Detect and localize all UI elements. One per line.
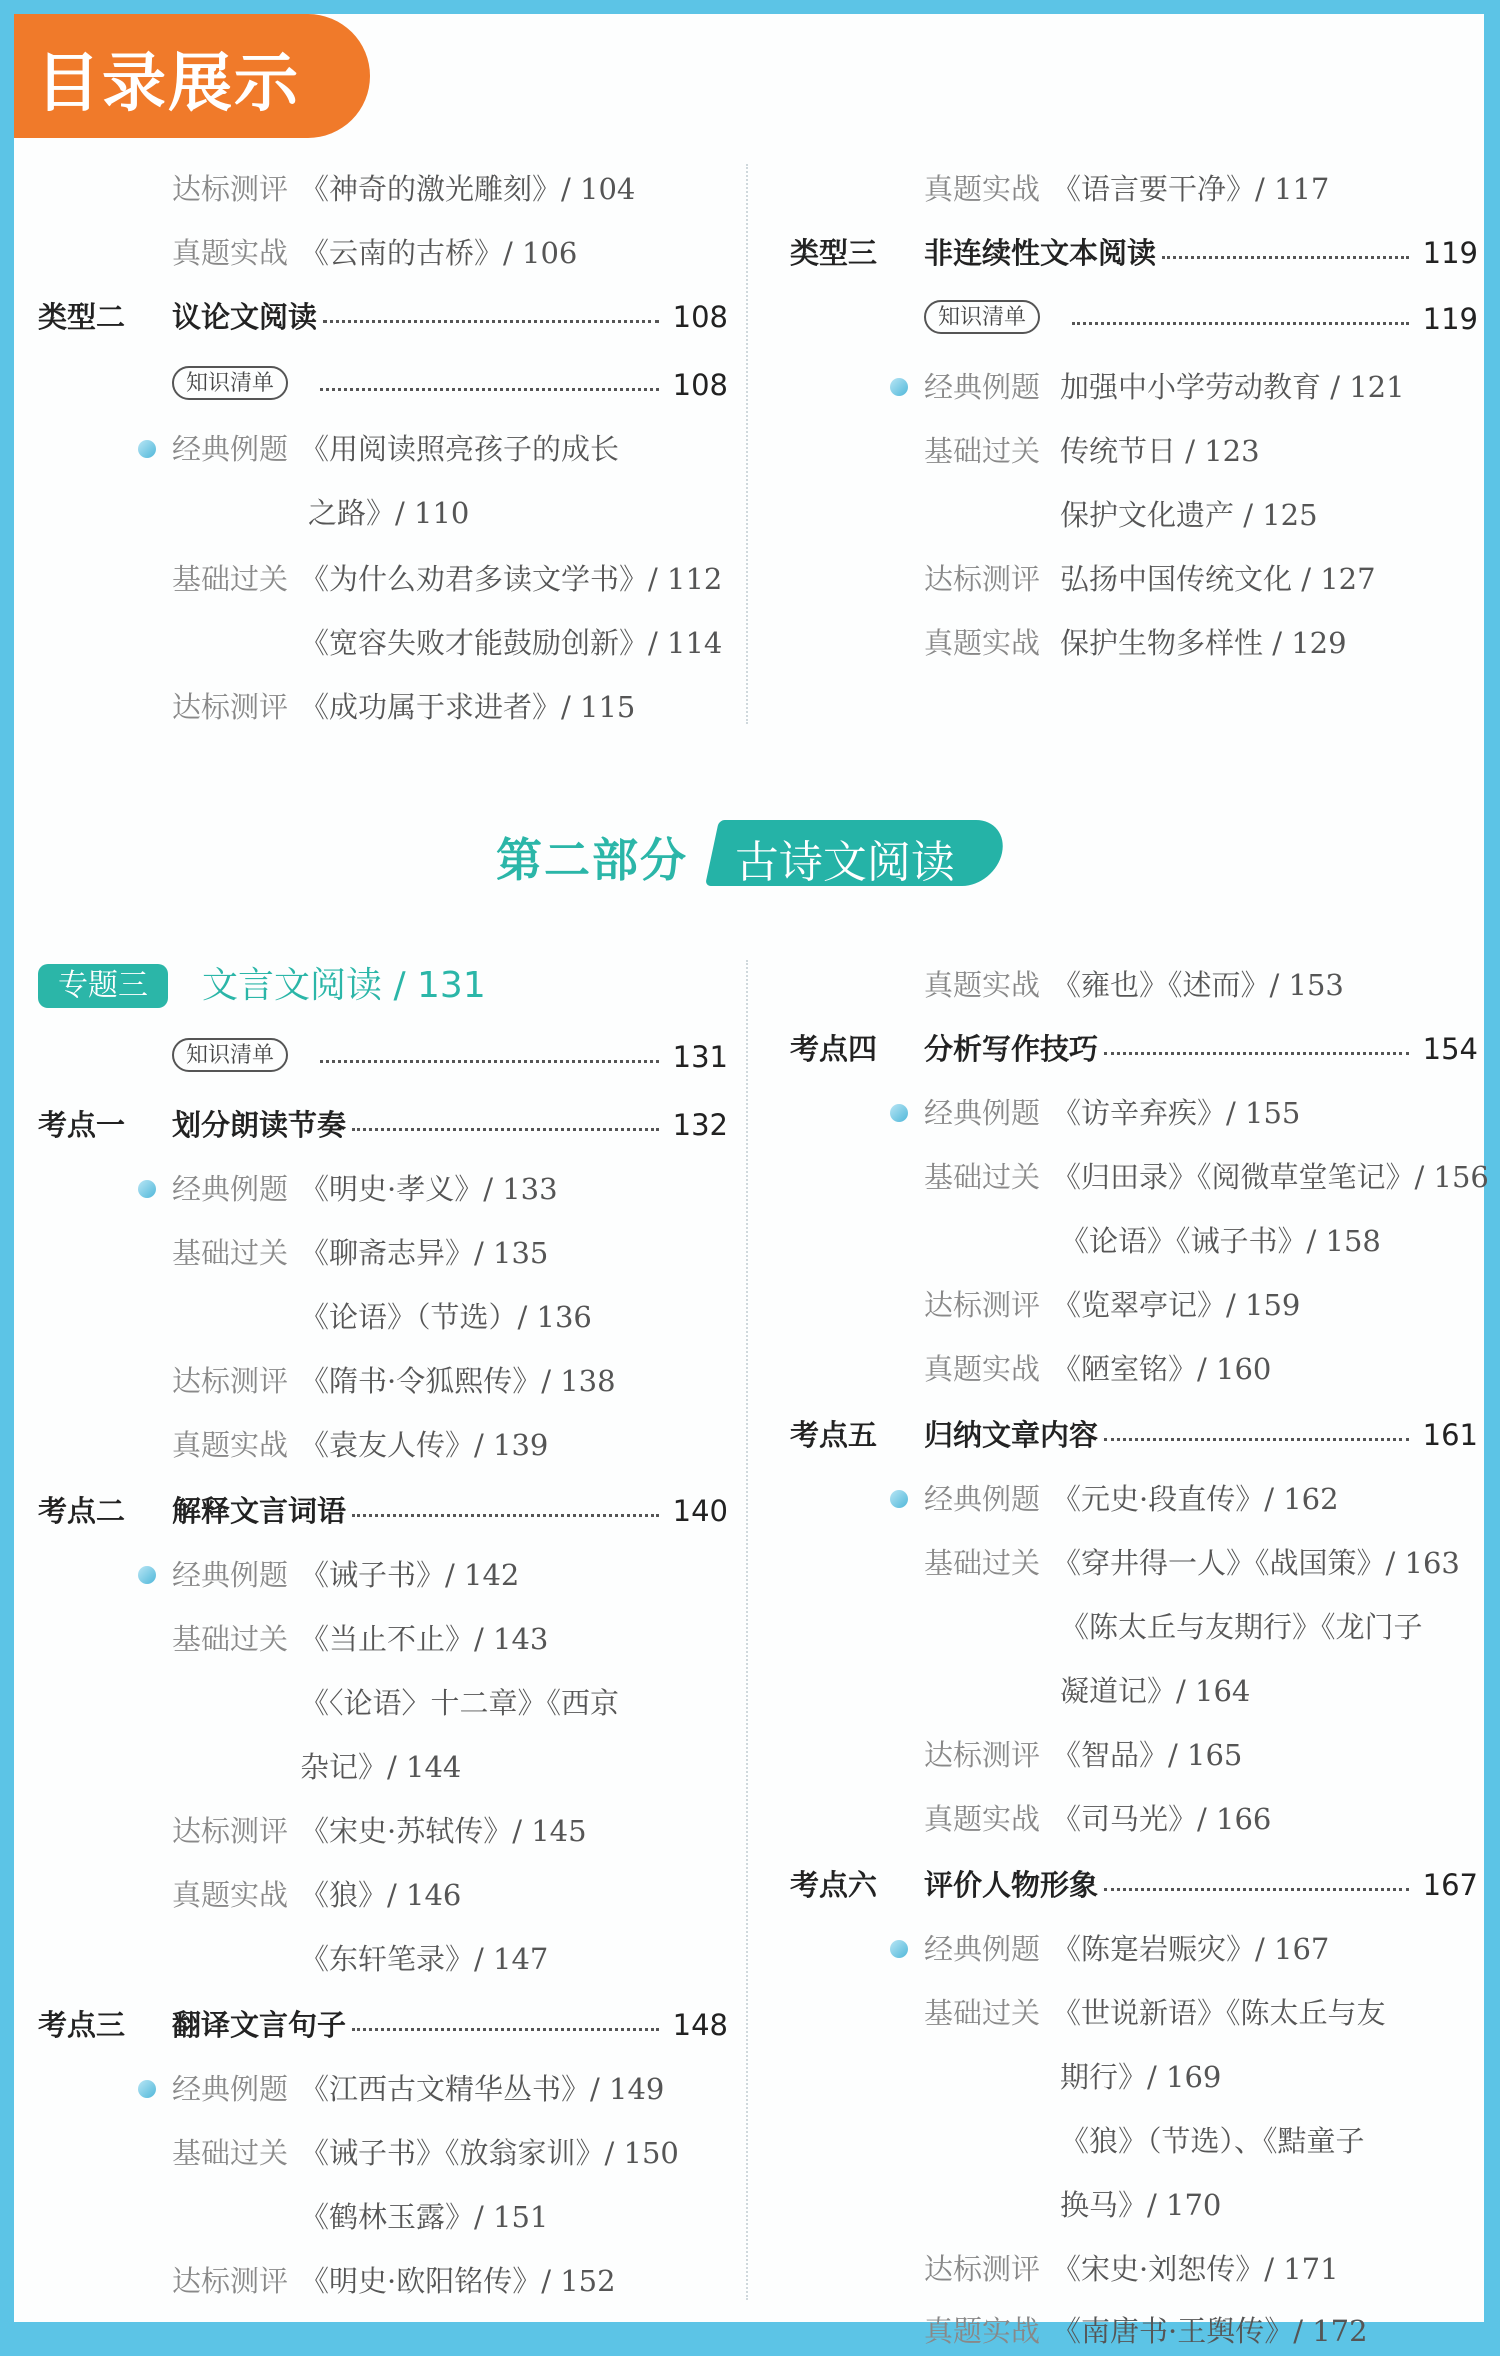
page-number: 161 (1422, 1418, 1478, 1452)
entry-text: 《成功属于求进者》/ 115 (300, 690, 636, 724)
section-kind: 考点四 (790, 1032, 878, 1066)
toc-entry[interactable] (790, 1538, 1490, 1588)
entry-label: 真题实战 (172, 1878, 289, 1912)
toc-entry-continuation[interactable] (38, 1292, 728, 1342)
entry-label: 真题实战 (924, 1802, 1041, 1836)
dot-leader (1104, 1438, 1409, 1441)
toc-entry-continuation (790, 1666, 1490, 1716)
entry-text: 保护生物多样性 / 129 (1060, 626, 1347, 660)
toc-entry[interactable] (38, 1164, 728, 1214)
entry-text: 《明史·孝义》/ 133 (300, 1172, 558, 1206)
toc-entry[interactable] (790, 1088, 1490, 1138)
toc-entry-continuation[interactable] (790, 2116, 1490, 2166)
page-number: 131 (672, 1040, 728, 1074)
bullet-dot-icon (890, 1104, 908, 1122)
toc-entry[interactable] (790, 1280, 1490, 1330)
section-header-tag (14, 14, 370, 138)
bullet-dot-icon (138, 1566, 156, 1584)
section-title: 划分朗读节奏 (172, 1108, 347, 1142)
entry-text: 传统节日 / 123 (1060, 434, 1260, 468)
toc-entry[interactable] (38, 2064, 728, 2114)
dot-leader (320, 388, 659, 391)
entry-text: 杂记》/ 144 (300, 1750, 462, 1784)
entry-text: 《诫子书》/ 142 (300, 1558, 520, 1592)
toc-entry[interactable] (790, 2244, 1490, 2294)
section-kind: 考点三 (38, 2008, 126, 2042)
entry-text: 《江西古文精华丛书》/ 149 (300, 2072, 665, 2106)
toc-knowledge-row[interactable] (38, 360, 728, 410)
toc-entry-continuation[interactable] (38, 2192, 728, 2242)
section-title: 评价人物形象 (924, 1868, 1099, 1902)
entry-label: 基础过关 (924, 1546, 1041, 1580)
entry-text: 《明史·欧阳铭传》/ 152 (300, 2264, 616, 2298)
entry-label: 达标测评 (172, 1364, 289, 1398)
entry-label: 经典例题 (924, 1932, 1041, 1966)
entry-text: 《袁友人传》/ 139 (300, 1428, 549, 1462)
bullet-dot-icon (138, 440, 156, 458)
bullet-dot-icon (890, 1940, 908, 1958)
entry-label: 经典例题 (924, 1096, 1041, 1130)
upper-right-column (790, 164, 1490, 744)
toc-entry-continuation[interactable] (790, 1216, 1490, 1266)
toc-entry[interactable] (38, 1550, 728, 1600)
toc-entry[interactable] (790, 164, 1490, 214)
entry-text: 《聊斋志异》/ 135 (300, 1236, 549, 1270)
part-title: 古诗文阅读 (734, 837, 955, 888)
page-number: 119 (1422, 236, 1478, 270)
column-divider (746, 960, 750, 2300)
entry-label: 达标测评 (172, 172, 289, 206)
toc-entry[interactable] (790, 1730, 1490, 1780)
section-title: 议论文阅读 (172, 300, 318, 334)
toc-section-row[interactable] (38, 292, 728, 342)
entry-label: 真题实战 (924, 968, 1041, 1002)
dot-leader (323, 320, 659, 323)
entry-text: 《司马光》/ 166 (1052, 1802, 1272, 1836)
section-kind: 考点五 (790, 1418, 878, 1452)
entry-label: 经典例题 (172, 432, 289, 466)
dot-leader (352, 2028, 659, 2031)
lower-left-column (38, 960, 728, 2320)
entry-text: 《用阅读照亮孩子的成长 (300, 432, 620, 466)
page-number: 108 (672, 368, 728, 402)
entry-label: 达标测评 (924, 1288, 1041, 1322)
entry-text: 《狼》（节选）、《黠童子 (1060, 2124, 1365, 2158)
toc-entry[interactable] (38, 228, 728, 278)
entry-label: 基础过关 (172, 2136, 289, 2170)
toc-entry[interactable] (38, 554, 728, 604)
topic-header[interactable] (38, 960, 728, 1016)
entry-text: 凝道记》/ 164 (1060, 1674, 1251, 1708)
section-kind: 类型三 (790, 236, 878, 270)
entry-text: 《南唐书·王舆传》/ 172 (1052, 2314, 1368, 2348)
entry-label: 真题实战 (924, 172, 1041, 206)
entry-label: 基础过关 (924, 1160, 1041, 1194)
entry-label: 经典例题 (924, 1482, 1041, 1516)
entry-text: 《当止不止》/ 143 (300, 1622, 549, 1656)
knowledge-list-badge: 知识清单 (172, 366, 288, 400)
entry-text: 《智品》/ 165 (1052, 1738, 1243, 1772)
section-title: 非连续性文本阅读 (924, 236, 1157, 270)
section-kind: 类型二 (38, 300, 126, 334)
toc-entry[interactable] (790, 362, 1490, 412)
entry-text: 《论语》（节选）/ 136 (300, 1300, 592, 1334)
page-number: 167 (1422, 1868, 1478, 1902)
page-number: 108 (672, 300, 728, 334)
entry-text: 《为什么劝君多读文学书》/ 112 (300, 562, 723, 596)
entry-text: 《世说新语》《陈太丘与友 (1052, 1996, 1386, 2030)
toc-section-row[interactable] (790, 1024, 1490, 1074)
toc-entry[interactable] (38, 164, 728, 214)
toc-section-row[interactable] (790, 228, 1490, 278)
section-header-title: 目录展示 (36, 47, 300, 121)
upper-left-column (38, 164, 728, 744)
toc-entry[interactable] (790, 554, 1490, 604)
entry-text: 《诫子书》《放翁家训》/ 150 (300, 2136, 679, 2170)
entry-label: 达标测评 (924, 2252, 1041, 2286)
entry-text: 保护文化遗产 / 125 (1060, 498, 1318, 532)
entry-label: 真题实战 (924, 626, 1041, 660)
toc-section-row[interactable] (38, 1100, 728, 1150)
entry-label: 经典例题 (924, 370, 1041, 404)
part-title-pill (705, 820, 1009, 886)
entry-label: 真题实战 (924, 2314, 1041, 2348)
page-number: 132 (672, 1108, 728, 1142)
toc-section-row[interactable] (790, 1410, 1490, 1460)
document-page (14, 14, 1489, 2348)
dot-leader (320, 1060, 659, 1063)
entry-text: 《东轩笔录》/ 147 (300, 1942, 549, 1976)
toc-entry[interactable] (790, 1344, 1490, 1394)
entry-text: 《陈寔岩赈灾》/ 167 (1052, 1932, 1330, 1966)
bullet-dot-icon (890, 1490, 908, 1508)
toc-entry-continuation[interactable] (38, 1934, 728, 1984)
entry-text: 《隋书·令狐熙传》/ 138 (300, 1364, 616, 1398)
entry-text: 《云南的古桥》/ 106 (300, 236, 578, 270)
toc-section-row[interactable] (790, 1860, 1490, 1910)
topic-badge: 专题三 (38, 964, 168, 1008)
entry-text: 《览翠亭记》/ 159 (1052, 1288, 1301, 1322)
entry-text: 《宋史·苏轼传》/ 145 (300, 1814, 587, 1848)
toc-entry-continuation[interactable] (790, 1602, 1490, 1652)
toc-entry-continuation (790, 2180, 1490, 2230)
entry-text: 《陈太丘与友期行》《龙门子 (1060, 1610, 1423, 1644)
entry-label: 基础过关 (924, 1996, 1041, 2030)
entry-text: 《神奇的激光雕刻》/ 104 (300, 172, 636, 206)
toc-entry-continuation (38, 1742, 728, 1792)
section-title: 分析写作技巧 (924, 1032, 1099, 1066)
entry-text: 《雍也》《述而》/ 153 (1052, 968, 1344, 1002)
dot-leader (1162, 256, 1409, 259)
section-kind: 考点一 (38, 1108, 126, 1142)
entry-text: 《陋室铭》/ 160 (1052, 1352, 1272, 1386)
entry-text: 《归田录》《阅微草堂笔记》/ 156 (1052, 1160, 1489, 1194)
toc-entry[interactable] (38, 2128, 728, 2178)
toc-entry-continuation (38, 488, 728, 538)
topic-title: 文言文阅读 / 131 (202, 965, 486, 1006)
toc-entry[interactable] (38, 1356, 728, 1406)
toc-knowledge-row[interactable] (790, 294, 1490, 344)
entry-text: 《元史·段直传》/ 162 (1052, 1482, 1339, 1516)
toc-entry[interactable] (790, 426, 1490, 476)
entry-label: 基础过关 (172, 1236, 289, 1270)
toc-entry[interactable] (38, 1870, 728, 1920)
entry-text: 换马》/ 170 (1060, 2188, 1222, 2222)
page-number: 140 (672, 1494, 728, 1528)
entry-label: 达标测评 (172, 1814, 289, 1848)
section-kind: 考点六 (790, 1868, 878, 1902)
toc-entry[interactable] (38, 1614, 728, 1664)
toc-section-row[interactable] (38, 2000, 728, 2050)
entry-label: 达标测评 (924, 562, 1041, 596)
toc-entry[interactable] (790, 1794, 1490, 1844)
section-kind: 考点二 (38, 1494, 126, 1528)
entry-label: 经典例题 (172, 2072, 289, 2106)
dot-leader (352, 1128, 659, 1131)
toc-entry[interactable] (38, 2256, 728, 2306)
entry-text: 《宽容失败才能鼓励创新》/ 114 (300, 626, 723, 660)
toc-entry[interactable] (790, 618, 1490, 668)
entry-label: 基础过关 (172, 562, 289, 596)
entry-label: 达标测评 (924, 1738, 1041, 1772)
column-divider (746, 164, 750, 724)
toc-entry[interactable] (38, 424, 728, 474)
toc-entry[interactable] (38, 1228, 728, 1278)
toc-entry-continuation[interactable] (38, 618, 728, 668)
toc-entry[interactable] (790, 1152, 1490, 1202)
lower-right-column (790, 960, 1490, 2348)
section-title: 归纳文章内容 (924, 1418, 1099, 1452)
entry-text: 《语言要干净》/ 117 (1052, 172, 1330, 206)
bullet-dot-icon (138, 2080, 156, 2098)
toc-entry[interactable] (38, 682, 728, 732)
toc-knowledge-row[interactable] (38, 1032, 728, 1082)
dot-leader (352, 1514, 659, 1517)
entry-text: 期行》/ 169 (1060, 2060, 1222, 2094)
part-number: 第二部分 (496, 833, 688, 887)
knowledge-list-badge: 知识清单 (172, 1038, 288, 1072)
page-number: 154 (1422, 1032, 1478, 1066)
entry-text: 《论语》《诫子书》/ 158 (1060, 1224, 1381, 1258)
entry-text: 《访辛弃疾》/ 155 (1052, 1096, 1301, 1130)
toc-entry[interactable] (790, 960, 1490, 1010)
toc-entry[interactable] (38, 1420, 728, 1470)
entry-label: 达标测评 (172, 2264, 289, 2298)
entry-text: 《鹤林玉露》/ 151 (300, 2200, 549, 2234)
toc-entry-continuation[interactable] (790, 490, 1490, 540)
entry-label: 达标测评 (172, 690, 289, 724)
dot-leader (1104, 1052, 1409, 1055)
entry-text: 《宋史·刘恕传》/ 171 (1052, 2252, 1339, 2286)
entry-label: 真题实战 (172, 236, 289, 270)
entry-label: 真题实战 (172, 1428, 289, 1462)
entry-label: 基础过关 (924, 434, 1041, 468)
entry-text: 之路》/ 110 (308, 496, 470, 530)
entry-text: 《狼》/ 146 (300, 1878, 462, 1912)
entry-text: 加强中小学劳动教育 / 121 (1060, 370, 1405, 404)
dot-leader (1072, 322, 1409, 325)
toc-section-row[interactable] (38, 1486, 728, 1536)
entry-text: 《〈论语〉十二章》《西京 (300, 1686, 620, 1720)
entry-text: 弘扬中国传统文化 / 127 (1060, 562, 1376, 596)
section-title: 解释文言词语 (172, 1494, 347, 1528)
bullet-dot-icon (890, 378, 908, 396)
part-banner (484, 810, 1044, 900)
toc-entry-continuation (790, 2052, 1490, 2102)
toc-entry[interactable] (790, 2306, 1490, 2356)
page-number: 148 (672, 2008, 728, 2042)
toc-entry[interactable] (790, 1924, 1490, 1974)
knowledge-list-badge: 知识清单 (924, 300, 1040, 334)
dot-leader (1104, 1888, 1409, 1891)
entry-label: 经典例题 (172, 1172, 289, 1206)
entry-label: 基础过关 (172, 1622, 289, 1656)
bullet-dot-icon (138, 1180, 156, 1198)
entry-label: 经典例题 (172, 1558, 289, 1592)
section-title: 翻译文言句子 (172, 2008, 347, 2042)
page-number: 119 (1422, 302, 1478, 336)
entry-label: 真题实战 (924, 1352, 1041, 1386)
entry-text: 《穿井得一人》《战国策》/ 163 (1052, 1546, 1460, 1580)
toc-entry[interactable] (38, 1806, 728, 1856)
toc-entry-continuation[interactable] (38, 1678, 728, 1728)
toc-entry[interactable] (790, 1474, 1490, 1524)
toc-entry[interactable] (790, 1988, 1490, 2038)
